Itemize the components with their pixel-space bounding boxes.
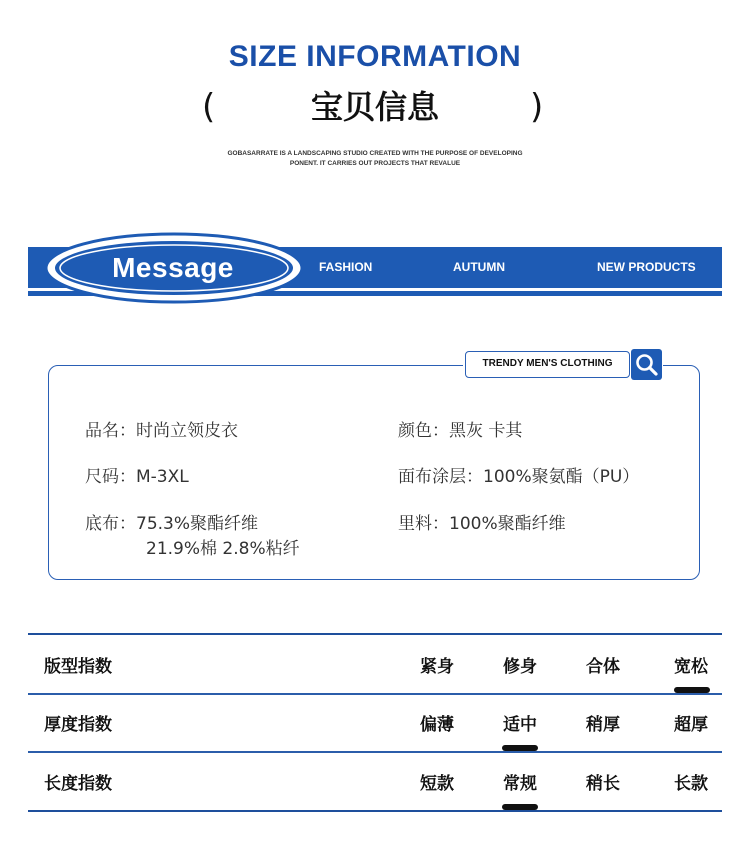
message-oval-text: Message	[112, 252, 234, 283]
info-lining: 里料：100%聚酯纤维	[398, 514, 566, 534]
page-title-en: SIZE INFORMATION	[228, 40, 522, 73]
banner-item-autumn: AUTUMN	[453, 260, 505, 274]
index-row-length-label: 长度指数	[44, 774, 112, 794]
tagline-line-1: GOBASARRATE IS A LANDSCAPING STUDIO CREATED WITH THE PURPOSE OF DEVELOPING	[227, 150, 523, 157]
info-size: 尺码：M-3XL	[85, 467, 189, 487]
right-parenthesis: )	[530, 87, 544, 127]
info-color: 颜色：黑灰 卡其	[398, 421, 523, 441]
tagline-line-2: PONENT. IT CARRIES OUT PROJECTS THAT REVALUE	[289, 160, 461, 167]
tagline	[0, 149, 750, 169]
thickness-option-extra-thick: 超厚	[674, 715, 708, 735]
fit-option-tight: 紧身	[420, 657, 454, 677]
search-icon	[631, 349, 662, 380]
search-tag	[463, 349, 663, 380]
index-row-fit-label: 版型指数	[44, 657, 112, 677]
table-bottom-divider	[28, 810, 722, 812]
search-tag-label: TRENDY MEN'S CLOTHING	[465, 351, 630, 378]
index-row-thickness-label: 厚度指数	[44, 715, 112, 735]
page-title-cn: 宝贝信息	[310, 88, 439, 126]
info-coating: 面布涂层：100%聚氨酯（PU）	[398, 467, 640, 487]
info-base-fabric: 底布：75.3%聚酯纤维	[85, 514, 259, 534]
info-base-fabric-line2: 21.9%棉 2.8%粘纤	[146, 539, 300, 559]
banner-item-new-products: NEW PRODUCTS	[597, 260, 696, 274]
page-title-cn-row	[0, 84, 750, 130]
left-parenthesis: (	[202, 87, 216, 127]
thickness-option-medium: 适中	[503, 715, 537, 735]
thickness-option-slightly-thick: 稍厚	[586, 715, 620, 735]
fit-option-loose: 宽松	[674, 657, 708, 677]
fit-option-regular: 合体	[586, 657, 620, 677]
length-option-regular: 常规	[503, 774, 537, 794]
table-divider-1	[28, 693, 722, 695]
info-product-name: 品名：时尚立领皮衣	[85, 421, 238, 441]
length-option-long: 长款	[674, 774, 708, 794]
fit-option-slim: 修身	[503, 657, 537, 677]
banner-item-fashion: FASHION	[319, 260, 373, 274]
length-option-short: 短款	[420, 774, 454, 794]
table-top-divider	[28, 633, 722, 635]
length-option-slightly-long: 稍长	[586, 774, 620, 794]
table-divider-2	[28, 751, 722, 753]
thickness-option-thin: 偏薄	[420, 715, 454, 735]
